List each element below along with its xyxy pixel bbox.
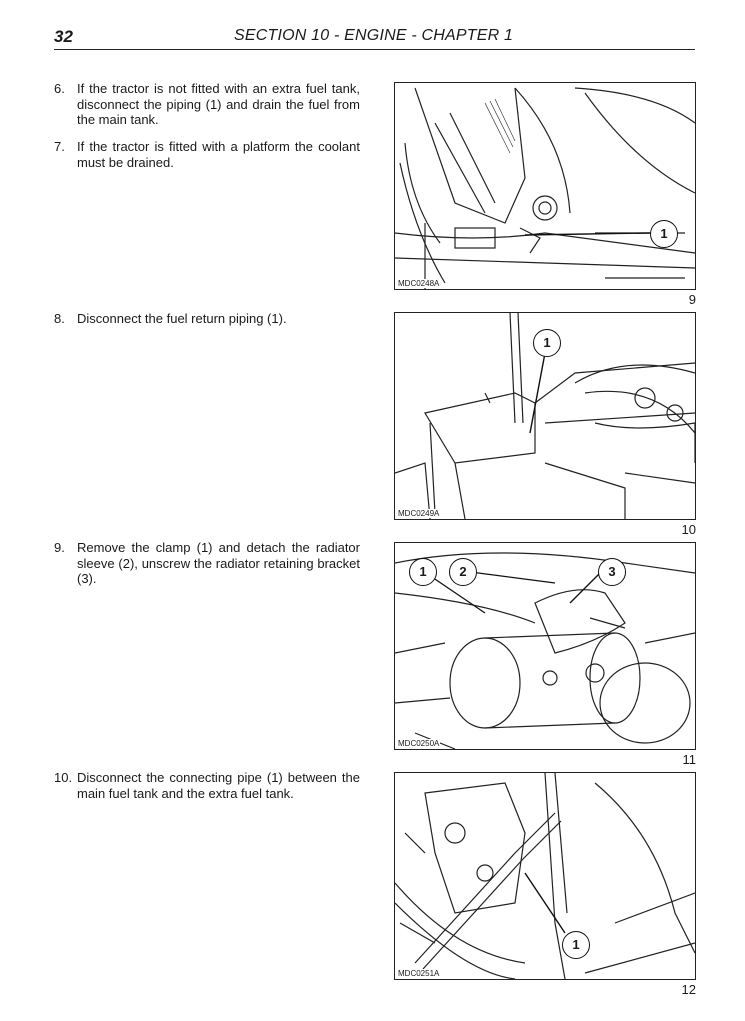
step-text: If the tractor is fitted with a platform the coolant must be drained. <box>77 139 360 170</box>
callout-1: 1 <box>409 558 437 586</box>
step-7 <box>54 139 360 170</box>
step-number: 9. <box>54 540 65 555</box>
radiator-sleeve-drawing <box>395 543 695 749</box>
step-number: 10. <box>54 770 73 785</box>
step-text: Disconnect the fuel return piping (1). <box>77 311 287 326</box>
callout-1: 1 <box>650 220 678 248</box>
step-8 <box>54 311 360 327</box>
step-10 <box>54 770 360 801</box>
figure-code: MDC0250A <box>398 739 440 748</box>
figure-code: MDC0251A <box>398 969 440 978</box>
callout-1: 1 <box>562 931 590 959</box>
figure-12-illustration <box>394 772 696 980</box>
figure-number: 10 <box>681 522 696 537</box>
callout-3: 3 <box>598 558 626 586</box>
step-number: 8. <box>54 311 65 326</box>
step-9 <box>54 540 360 587</box>
connecting-pipe-drawing <box>395 773 695 979</box>
figure-10-illustration <box>394 312 696 520</box>
page-number: 32 <box>54 27 73 46</box>
step-text: If the tractor is not fitted with an extra fuel tank, disconnect the piping (1) and drain the fuel from the main tank. <box>77 81 360 127</box>
step-6 <box>54 81 360 128</box>
figure-11-illustration <box>394 542 696 750</box>
figure-number: 11 <box>682 752 696 767</box>
step-text: Remove the clamp (1) and detach the radiator sleeve (2), unscrew the radiator retaining bracket (3). <box>77 540 360 586</box>
callout-1: 1 <box>533 329 561 357</box>
section-title: SECTION 10 - ENGINE - CHAPTER 1 <box>234 27 514 44</box>
step-number: 7. <box>54 139 65 154</box>
figure-number: 12 <box>681 982 696 997</box>
figure-code: MDC0248A <box>398 279 440 288</box>
callout-2: 2 <box>449 558 477 586</box>
figure-code: MDC0249A <box>398 509 440 518</box>
header-divider <box>54 49 695 50</box>
step-text: Disconnect the connecting pipe (1) between the main fuel tank and the extra fuel tank. <box>77 770 360 801</box>
figure-9-illustration <box>394 82 696 290</box>
step-number: 6. <box>54 81 65 96</box>
figure-number: 9 <box>688 292 696 307</box>
fuel-tank-drawing <box>395 83 695 289</box>
